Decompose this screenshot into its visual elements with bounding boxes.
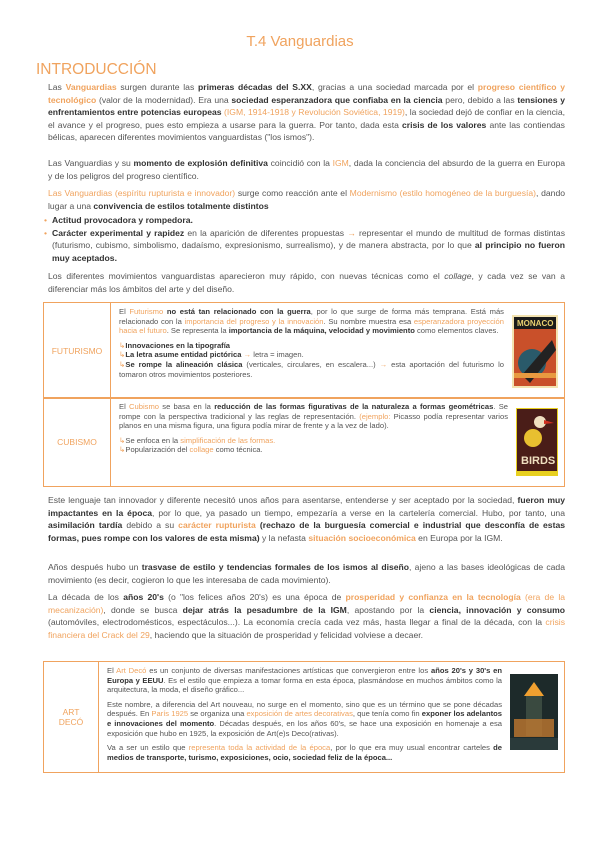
emphasis-text: prosperidad y confianza en la tecnología	[345, 592, 521, 602]
text-run: . Su nombre muestra esa	[323, 316, 414, 326]
emphasis-text: IGM	[332, 158, 349, 168]
emphasis-text: importancia de la máquina, velocidad y movimiento	[228, 326, 415, 336]
emphasis-text: primeras décadas del S.XX	[197, 82, 312, 92]
emphasis-text: Cubismo	[129, 402, 159, 411]
paragraph	[48, 187, 565, 212]
futurismo-point	[119, 360, 504, 379]
artdeco-label: ART DECÓ	[44, 662, 99, 772]
poster-lettering: MONACO	[517, 319, 554, 328]
text-run: en la aparición de diferentes propuestas	[184, 227, 348, 238]
text-run: Los diferentes movimientos vanguardistas aparecieron muy rápido, con nuevas técnicas como el	[48, 271, 445, 281]
futurismo-text	[119, 307, 504, 336]
paragraph	[48, 591, 565, 641]
emphasis-text: años 20's y 30's en Europa y EEUU	[107, 666, 502, 685]
artdeco-text	[107, 666, 502, 695]
emphasis-text: esperanzadora proyección hacia el futuro	[119, 316, 505, 336]
emphasis-text: crisis de los valores	[401, 119, 487, 130]
text-run: , y cada vez se van a diferenciar más los ámbitos del arte y del diseño.	[48, 271, 565, 294]
document-title: T.4 Vanguardias	[246, 33, 354, 50]
section-heading: INTRODUCCIÓN	[36, 61, 157, 78]
text-run: . Se rompe con la perspectiva tradicional y las reglas de representación.	[119, 402, 508, 421]
list-item	[44, 227, 565, 265]
emphasis-text: exponer los adelantos e innovaciones del momento	[107, 709, 503, 728]
emphasis-text: al principio no fueron muy aceptados.	[52, 240, 565, 263]
text-run: El	[119, 307, 130, 316]
emphasis-text: momento de explosión definitiva	[133, 158, 268, 168]
emphasis-text: →	[347, 227, 356, 238]
text-run: , dada la conciencia del absurdo de la guerra en Europa y de los peligros del progreso científico.	[48, 158, 565, 181]
text-run: , por lo que era muy usual encontrar carteles	[330, 743, 494, 753]
text-run: , apostando por la	[346, 604, 430, 615]
emphasis-text: simplificación de las formas.	[180, 435, 276, 445]
text-run: ante las contiendas bélicas, aparecen diferentes movimientos vanguardistas ("los ismos").	[48, 119, 565, 143]
emphasis-text: París 1925	[151, 709, 189, 719]
cubismo-box	[43, 397, 565, 487]
text-run: Este lenguaje tan innovador y diferente necesitó unos años para asentarse, entenderse y ser aceptado por la sociedad,	[48, 495, 518, 505]
paragraph	[48, 494, 565, 544]
emphasis-text: situación socioeconómica	[308, 532, 416, 543]
text-run: El	[119, 402, 130, 411]
emphasis-text: exposición de artes decorativas	[246, 709, 353, 719]
poster-lettering: BIRDS	[521, 455, 556, 467]
paragraph	[48, 561, 565, 586]
text-run: Las Vanguardias y su	[48, 158, 134, 168]
text-run: como técnica.	[213, 445, 263, 455]
cubismo-point	[119, 436, 508, 446]
emphasis-text: Innovaciones en la tipografía	[125, 340, 231, 350]
emphasis-text: (ejemplo:	[359, 411, 391, 421]
text-run: se basa en la	[159, 402, 215, 411]
text-run: , por lo que surge de forma más temprana. Está más relacionado con la	[119, 307, 504, 326]
text-run: , ajeno a las bases ideológicas de cada movimiento (es decir, cogieron lo que les interesaba de cada movimiento).	[48, 562, 565, 585]
text-run: Picasso podía representar varios planos en una misma figura, una figura podía mirar de frente y a la vez de lado).	[119, 411, 508, 431]
emphasis-text: tensiones y enfrentamientos entre potencias europeas	[48, 94, 565, 118]
text-run: (o "los felices años 20's) es una época de	[163, 592, 346, 602]
emphasis-text: convivencia de estilos totalmente distintos	[93, 200, 269, 211]
emphasis-text: asimilación tardía	[48, 520, 123, 531]
paragraph	[48, 270, 565, 295]
text-run: La década de los	[48, 592, 124, 602]
text-run: . Décadas después, en los años 60's, se hace una exposición en homenaje a esa exposición que hubo en 1925, la exposición de Art(e)s Deco(rativas).	[107, 718, 502, 738]
emphasis-text: importancia del progreso y la innovación	[184, 316, 324, 326]
emphasis-text: →	[241, 350, 254, 360]
emphasis-text: dejar atrás la pesadumbre de la IGM	[182, 604, 347, 615]
artdeco-poster-image	[510, 674, 558, 768]
artdeco-box	[43, 661, 565, 773]
emphasis-text: no está tan relacionado con la guerra	[166, 307, 311, 316]
emphasis-text: →	[379, 359, 388, 369]
paragraph	[48, 157, 565, 182]
text-run: Va a ser un estilo que	[107, 743, 189, 753]
text-run: (valor de la modernidad). Era una	[96, 94, 232, 105]
text-run: como elementos claves.	[414, 326, 499, 336]
emphasis-text: crisis financiera del Crack del 29	[48, 617, 565, 640]
emphasis-text: Modernismo (estilo homogéneo de la burguesía)	[349, 188, 537, 198]
text-run: surgen durante las	[116, 82, 198, 92]
emphasis-text: progreso científico y tecnológico	[48, 82, 565, 105]
text-run: , haciendo que la situación de prosperidad y felicidad volviese a decaer.	[149, 629, 424, 640]
text-run: Se enfoca en la	[125, 435, 181, 445]
text-run: representar el mundo de multitud de formas distintas (futurismo, cubismo, simbolismo, dadaísmo, expresionismo, surrealismo), y de manera abstracta, por lo que	[52, 227, 566, 251]
emphasis-text: Vanguardias	[65, 82, 117, 92]
text-run: Años después hubo un	[48, 562, 142, 572]
emphasis-text: Actitud provocadora y rompedora.	[52, 215, 193, 225]
emphasis-text: (rechazo de la burguesía comercial e industrial que desconfía de estas formas, pues rompe con los valores de esta misma)	[48, 520, 566, 543]
emphasis-text: reducción de las formas figurativas de la naturaleza a formas geométricas	[214, 402, 494, 411]
futurismo-box	[43, 302, 565, 399]
text-run: surge como reacción ante el	[235, 188, 350, 198]
emphasis-text: representa toda la actividad de la época	[188, 743, 331, 753]
emphasis-text: La letra asume entidad pictórica	[125, 350, 242, 360]
text-run: . Es el estilo que empieza a tomar forma en esta época, plasmándose en muchos ámbitos como la arquitectura, la moda, el diseño gráfico...	[107, 675, 502, 695]
emphasis-text: fueron muy impactantes en la época	[48, 495, 566, 518]
list-item	[44, 214, 565, 227]
text-run: y la nefasta	[259, 532, 309, 543]
text-run: Popularización del	[125, 445, 190, 455]
futurismo-point	[119, 350, 504, 360]
emphasis-text: (IGM, 1914-1918 y Revolución Soviética, 1919)	[224, 107, 405, 118]
text-run: Las	[48, 82, 66, 92]
artdeco-text	[107, 700, 502, 738]
text-run: esta aportación del futurismo lo tomaron otros movimientos posteriores.	[119, 359, 504, 379]
text-run: Este nombre, a diferencia del Art nouveau, no surge en el momento, sino que es un término que se pone décadas después. En	[107, 699, 502, 719]
emphasis-text: Futurismo	[129, 307, 164, 316]
cubismo-text	[119, 402, 508, 431]
artdeco-text	[107, 743, 502, 762]
emphasis-text: (era de la mecanización)	[48, 592, 566, 615]
text-run: en Europa por la IGM.	[415, 532, 503, 543]
emphasis-text: collage	[444, 271, 472, 281]
bullet-list	[44, 214, 565, 264]
text-run: es un conjunto de diversas manifestaciones artísticas que convergieron entre los	[146, 666, 431, 675]
emphasis-text: trasvase de estilo y tendencias formales de los ismos al diseño	[141, 562, 410, 572]
text-run: (verticales, circulares, en escalera...)	[242, 359, 380, 369]
emphasis-text: Se rompe la alineación clásica	[125, 359, 243, 369]
text-run: , dando lugar a una	[48, 188, 565, 211]
emphasis-text: Las Vanguardias (espíritu rupturista e innovador)	[48, 188, 236, 198]
emphasis-text: sociedad esperanzadora que confiaba en la ciencia	[231, 94, 443, 105]
emphasis-text: de medios de transporte, turismo, exposiciones, ocio, sociedad feliz de la época...	[107, 743, 503, 762]
text-run: se organiza una	[188, 709, 247, 719]
text-run: , que tenía como fin	[352, 709, 422, 719]
emphasis-text: Carácter experimental y rapidez	[52, 227, 185, 238]
emphasis-text: Art Decó	[116, 666, 147, 675]
paragraph	[48, 81, 565, 144]
text-run: , la sociedad dejó de confiar en la ciencia, el avance y el progreso, pues esto empieza a usarse para la guerra. Por tanto, dada esta	[48, 107, 565, 130]
text-run: debido a su	[122, 520, 179, 531]
text-run: letra = imagen.	[253, 350, 304, 360]
cubismo-poster-image	[516, 408, 558, 482]
emphasis-text: años 20's	[123, 592, 164, 602]
emphasis-text: collage	[189, 445, 214, 455]
futurismo-point	[119, 341, 504, 351]
text-run: coincidió con la	[267, 158, 333, 168]
text-run: , donde se busca	[103, 604, 183, 615]
text-run: El	[107, 666, 117, 675]
cubismo-label: CUBISMO	[44, 398, 111, 486]
futurismo-label: FUTURISMO	[44, 303, 111, 398]
text-run: (automóviles, electrodomésticos, espectáculos...). La economía crecía cada vez más, hasta llegar a final de la década, con la	[48, 617, 546, 628]
futurismo-poster-image	[512, 315, 558, 394]
text-run: pero, debido a las	[442, 94, 518, 105]
emphasis-text: ciencia, innovación y consumo	[429, 604, 565, 615]
cubismo-point	[119, 445, 508, 455]
emphasis-text: carácter rupturista	[178, 520, 256, 531]
text-run: , por lo que, ya pasado un tiempo, empezaría a verse en la cartelería comercial. Hubo, por tanto, una	[152, 507, 565, 518]
text-run: , gracias a una sociedad marcada por el	[311, 82, 478, 92]
text-run: . Se representa la	[166, 326, 229, 336]
